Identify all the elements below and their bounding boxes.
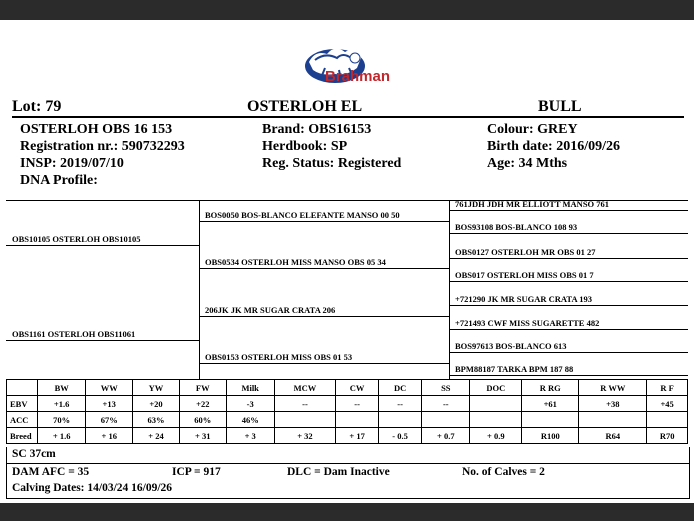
table-header-cell: WW	[86, 380, 133, 396]
table-cell: -3	[226, 396, 274, 412]
table-cell: +1.6	[38, 396, 86, 412]
table-cell: +22	[179, 396, 226, 412]
logo-wordmark: Brahman	[325, 68, 391, 85]
table-header-cell: R F	[647, 380, 688, 396]
animal-full-name: OSTERLOH OBS 16 153	[20, 122, 173, 137]
table-cell: + 17	[336, 428, 379, 444]
table-cell	[579, 412, 647, 428]
table-cell	[274, 412, 336, 428]
ggp-line-4	[449, 281, 688, 282]
registration-number: Registration nr.: 590732293	[20, 139, 185, 154]
animal-name: OSTERLOH EL	[247, 98, 363, 115]
table-cell: --	[422, 396, 470, 412]
table-cell: R64	[579, 428, 647, 444]
table-cell: --	[274, 396, 336, 412]
ebv-table	[6, 379, 688, 444]
lot-number: Lot: 79	[12, 98, 62, 115]
table-header-cell: DC	[379, 380, 422, 396]
sc-box	[6, 447, 690, 464]
table-header-row	[7, 380, 688, 396]
table-cell: + 16	[86, 428, 133, 444]
table-cell: 63%	[133, 412, 180, 428]
scrotal-circumference: SC 37cm	[12, 448, 56, 460]
ggp-line-5	[449, 305, 688, 306]
ggp-line-8	[449, 375, 688, 376]
table-cell: + 0.7	[422, 428, 470, 444]
table-cell: --	[379, 396, 422, 412]
table-cell: R70	[647, 428, 688, 444]
ggp-line-2	[449, 233, 688, 234]
bottom-frame	[0, 503, 694, 521]
calving-dates: Calving Dates: 14/03/24 16/09/26	[12, 482, 173, 494]
table-cell: 46%	[226, 412, 274, 428]
table-header-cell: YW	[133, 380, 180, 396]
dam-line	[6, 340, 199, 341]
table-cell: R100	[522, 428, 579, 444]
pedigree-ggp-5: +721290 JK MR SUGAR CRATA 193	[455, 294, 592, 304]
herdbook: Herdbook: SP	[262, 139, 348, 154]
table-header-cell: R WW	[579, 380, 647, 396]
table-header-cell	[7, 380, 38, 396]
pedigree-gp-1: BOS0050 BOS-BLANCO ELEFANTE MANSO 00 50	[205, 210, 400, 220]
row-label: EBV	[7, 396, 38, 412]
dam-afc: DAM AFC = 35	[12, 466, 90, 478]
ggp-line-1	[449, 210, 688, 211]
ggp-vertical	[449, 200, 450, 379]
table-header-cell: SS	[422, 380, 470, 396]
table-row	[7, 412, 688, 428]
table-header-cell: MCW	[274, 380, 336, 396]
table-cell: + 24	[133, 428, 180, 444]
sire-line	[6, 245, 199, 246]
table-header-cell: DOC	[470, 380, 522, 396]
reg-status: Reg. Status: Registered	[262, 156, 402, 171]
table-cell: +45	[647, 396, 688, 412]
table-cell	[336, 412, 379, 428]
row-label: Breed	[7, 428, 38, 444]
pedigree-ggp-7: BOS97613 BOS-BLANCO 613	[455, 341, 567, 351]
birth-date: Birth date: 2016/09/26	[487, 139, 620, 154]
table-header-cell: Milk	[226, 380, 274, 396]
inspection-date: INSP: 2019/07/10	[20, 156, 124, 171]
table-header-cell: BW	[38, 380, 86, 396]
table-cell: + 1.6	[38, 428, 86, 444]
pedigree-gp-3: 206JK JK MR SUGAR CRATA 206	[205, 305, 336, 315]
table-cell: 60%	[179, 412, 226, 428]
pedigree-ggp-8: BPM88187 TARKA BPM 187 88	[455, 364, 574, 374]
ggp-line-7	[449, 352, 688, 353]
lot-sheet	[0, 20, 694, 503]
table-header-cell: FW	[179, 380, 226, 396]
table-cell	[647, 412, 688, 428]
ggp-line-6	[449, 329, 688, 330]
top-frame	[0, 0, 694, 20]
pedigree-sire: OBS10105 OSTERLOH OBS10105	[12, 234, 141, 244]
colour: Colour: GREY	[487, 122, 578, 137]
table-cell: 67%	[86, 412, 133, 428]
table-cell: + 0.9	[470, 428, 522, 444]
table-cell: + 31	[179, 428, 226, 444]
table-cell	[470, 396, 522, 412]
pedigree-ggp-1: 761JDH JDH MR ELLIOTT MANSO 761	[455, 199, 610, 209]
icp: ICP = 917	[172, 466, 221, 478]
table-cell	[522, 412, 579, 428]
pedigree-ggp-3: OBS0127 OSTERLOH MR OBS 01 27	[455, 247, 596, 257]
table-cell: + 32	[274, 428, 336, 444]
pedigree-ggp-6: +721493 CWF MISS SUGARETTE 482	[455, 318, 600, 328]
table-row	[7, 396, 688, 412]
calves-count: No. of Calves = 2	[462, 466, 545, 478]
table-cell: --	[336, 396, 379, 412]
gp-vertical	[199, 200, 200, 379]
table-cell: +13	[86, 396, 133, 412]
ggp-line-3	[449, 258, 688, 259]
animal-sex: BULL	[538, 98, 582, 115]
gp-line-4	[199, 363, 449, 364]
pedigree-ggp-2: BOS93108 BOS-BLANCO 108 93	[455, 222, 578, 232]
gp-line-1	[199, 221, 449, 222]
pedigree-dam: OBS1161 OSTERLOH OBS11061	[12, 329, 136, 339]
pedigree-gp-2: OBS0534 OSTERLOH MISS MANSO OBS 05 34	[205, 257, 386, 267]
pedigree-ggp-4: OBS017 OSTERLOH MISS OBS 01 7	[455, 270, 594, 280]
brand: Brand: OBS16153	[262, 122, 372, 137]
gp-line-2	[199, 268, 449, 269]
table-cell: + 3	[226, 428, 274, 444]
age: Age: 34 Mths	[487, 156, 568, 171]
table-header-cell: R RG	[522, 380, 579, 396]
pedigree-gp-4: OBS0153 OSTERLOH MISS OBS 01 53	[205, 352, 353, 362]
table-cell	[470, 412, 522, 428]
dlc: DLC = Dam Inactive	[287, 466, 390, 478]
table-cell: 70%	[38, 412, 86, 428]
dna-profile: DNA Profile:	[20, 173, 98, 188]
table-cell	[422, 412, 470, 428]
table-cell: +20	[133, 396, 180, 412]
table-cell: +61	[522, 396, 579, 412]
table-row	[7, 428, 688, 444]
table-cell	[379, 412, 422, 428]
table-cell: +38	[579, 396, 647, 412]
table-header-cell: CW	[336, 380, 379, 396]
row-label: ACC	[7, 412, 38, 428]
table-cell: - 0.5	[379, 428, 422, 444]
gp-line-3	[199, 316, 449, 317]
